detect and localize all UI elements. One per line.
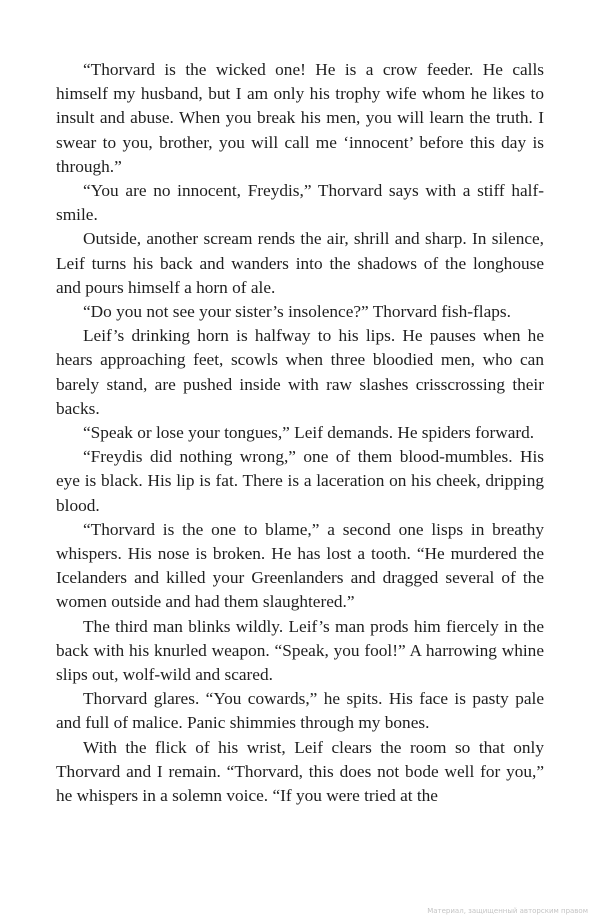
book-page-text — [56, 58, 544, 808]
paragraph: “You are no innocent, Freydis,” Thorvard says with a stiff half-smile. — [56, 181, 544, 225]
paragraph: “Do you not see your sister’s insolence?” Thorvard fish-flaps. — [83, 302, 511, 322]
paragraph: The third man blinks wildly. Leif’s man prods him fiercely in the back with his knurled weapon. “Speak, you fool!” A harrowing whine slips out, wolf-wild and scared. — [56, 616, 544, 685]
paragraph: “Thorvard is the one to blame,” a second one lisps in breathy whispers. His nose is broken. He has lost a tooth. “He murdered the Icelanders and killed your Greenlanders and dragged several of the women outside and had them slaughtered.” — [56, 519, 544, 612]
paragraph: “Freydis did nothing wrong,” one of them blood-mumbles. His eye is black. His lip is fat. There is a laceration on his cheek, dripping blood. — [56, 447, 544, 515]
paragraph: Thorvard glares. “You cowards,” he spits. His face is pasty pale and full of malice. Panic shimmies through my bones. — [56, 689, 544, 733]
copyright-watermark: Материал, защищенный авторским правом — [427, 907, 588, 915]
paragraph: Outside, another scream rends the air, shrill and sharp. In silence, Leif turns his back and wanders into the shadows of the longhouse and pours himself a horn of ale. — [56, 229, 544, 297]
paragraph: “Thorvard is the wicked one! He is a crow feeder. He calls himself my husband, but I am only his trophy wife whom he likes to insult and abuse. When you break his men, you will learn the truth. I swear to you, brother, you will call me ‘innocent’ before this day is through.” — [56, 60, 544, 176]
paragraph: “Speak or lose your tongues,” Leif demands. He spiders forward. — [83, 423, 535, 443]
paragraph: With the flick of his wrist, Leif clears the room so that only Thorvard and I remain. “Thorvard, this does not bode well for you,” he whispers in a solemn voice. “If you were tried at the — [56, 737, 544, 806]
paragraph: Leif’s drinking horn is halfway to his lips. He pauses when he hears approaching feet, scowls when three bloodied men, who can barely stand, are pushed inside with raw slashes crisscrossing their backs. — [56, 326, 544, 418]
